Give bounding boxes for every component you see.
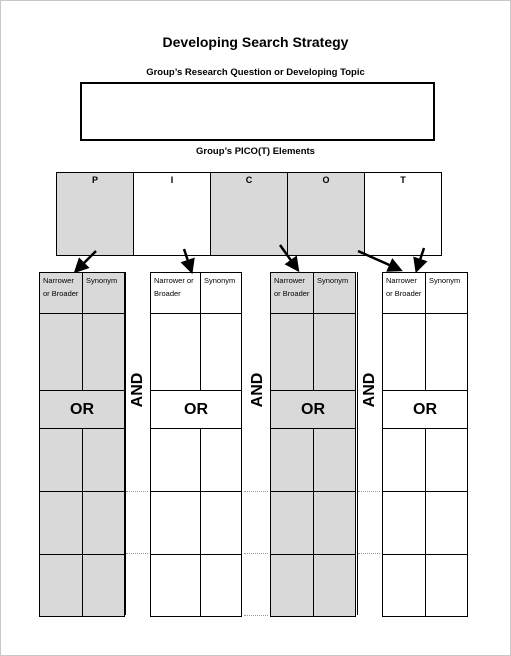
arrow-icon xyxy=(418,248,424,266)
header-synonym: Synonym xyxy=(314,273,356,314)
or-label: OR xyxy=(151,391,242,429)
and-column xyxy=(125,272,151,615)
term-cell[interactable] xyxy=(201,555,242,617)
dotted-divider xyxy=(244,615,268,616)
arrow-icon xyxy=(280,245,295,266)
term-cell[interactable] xyxy=(314,555,356,617)
or-label: OR xyxy=(383,391,468,429)
pico-letter-t: T xyxy=(400,175,406,185)
arrow-icon xyxy=(184,249,190,267)
term-cell[interactable] xyxy=(383,314,426,391)
term-cell[interactable] xyxy=(151,429,201,492)
term-cell[interactable] xyxy=(426,429,468,492)
term-cell[interactable] xyxy=(426,314,468,391)
or-label: OR xyxy=(40,391,125,429)
header-narrower-broader: Narrower or Broader xyxy=(40,273,83,314)
concept-table-p xyxy=(39,272,125,617)
pico-letter-i: I xyxy=(170,175,174,185)
pico-letter-o: O xyxy=(322,175,330,185)
term-cell[interactable] xyxy=(383,555,426,617)
pico-elements-label: Group’s PICO(T) Elements xyxy=(196,146,315,157)
research-question-label: Group’s Research Question or Developing Topic xyxy=(146,67,365,78)
term-cell[interactable] xyxy=(40,492,83,555)
term-cell[interactable] xyxy=(40,429,83,492)
dotted-divider xyxy=(244,491,268,492)
term-cell[interactable] xyxy=(83,492,125,555)
term-cell[interactable] xyxy=(201,492,242,555)
and-label: AND xyxy=(361,372,378,408)
term-cell[interactable] xyxy=(314,492,356,555)
header-synonym: Synonym xyxy=(83,273,125,314)
concept-table-c xyxy=(270,272,356,617)
and-column xyxy=(357,272,383,615)
term-cell[interactable] xyxy=(271,429,314,492)
concept-table-o xyxy=(382,272,468,617)
term-cell[interactable] xyxy=(151,314,201,391)
term-cell[interactable] xyxy=(314,429,356,492)
term-cell[interactable] xyxy=(83,314,125,391)
header-synonym: Synonym xyxy=(201,273,242,314)
dotted-divider xyxy=(358,491,380,492)
pico-letter-p: P xyxy=(91,175,98,185)
term-cell[interactable] xyxy=(201,314,242,391)
or-label: OR xyxy=(271,391,356,429)
and-label: AND xyxy=(129,372,146,408)
concept-table-i xyxy=(150,272,242,617)
term-cell[interactable] xyxy=(383,429,426,492)
term-cell[interactable] xyxy=(83,555,125,617)
page-title: Developing Search Strategy xyxy=(162,34,349,50)
term-cell[interactable] xyxy=(83,429,125,492)
dotted-divider xyxy=(244,553,268,554)
term-cell[interactable] xyxy=(271,314,314,391)
term-cell[interactable] xyxy=(383,492,426,555)
header-narrower-broader: Narrower or Broader xyxy=(271,273,314,314)
header-narrower-broader: Narrower or Broader xyxy=(151,273,201,314)
term-cell[interactable] xyxy=(314,314,356,391)
term-cell[interactable] xyxy=(426,555,468,617)
dotted-divider xyxy=(126,553,148,554)
term-cell[interactable] xyxy=(426,492,468,555)
term-cell[interactable] xyxy=(40,555,83,617)
header-narrower-broader: Narrower or Broader xyxy=(383,273,426,314)
pico-letter-c: C xyxy=(245,175,253,185)
arrow-icon xyxy=(358,251,396,268)
term-cell[interactable] xyxy=(271,492,314,555)
and-label: AND xyxy=(249,372,266,408)
term-cell[interactable] xyxy=(201,429,242,492)
term-cell[interactable] xyxy=(40,314,83,391)
dotted-divider xyxy=(358,553,380,554)
header-synonym: Synonym xyxy=(426,273,468,314)
term-cell[interactable] xyxy=(151,555,201,617)
term-cell[interactable] xyxy=(151,492,201,555)
term-cell[interactable] xyxy=(271,555,314,617)
dotted-divider xyxy=(126,491,148,492)
arrow-icon xyxy=(79,251,96,268)
